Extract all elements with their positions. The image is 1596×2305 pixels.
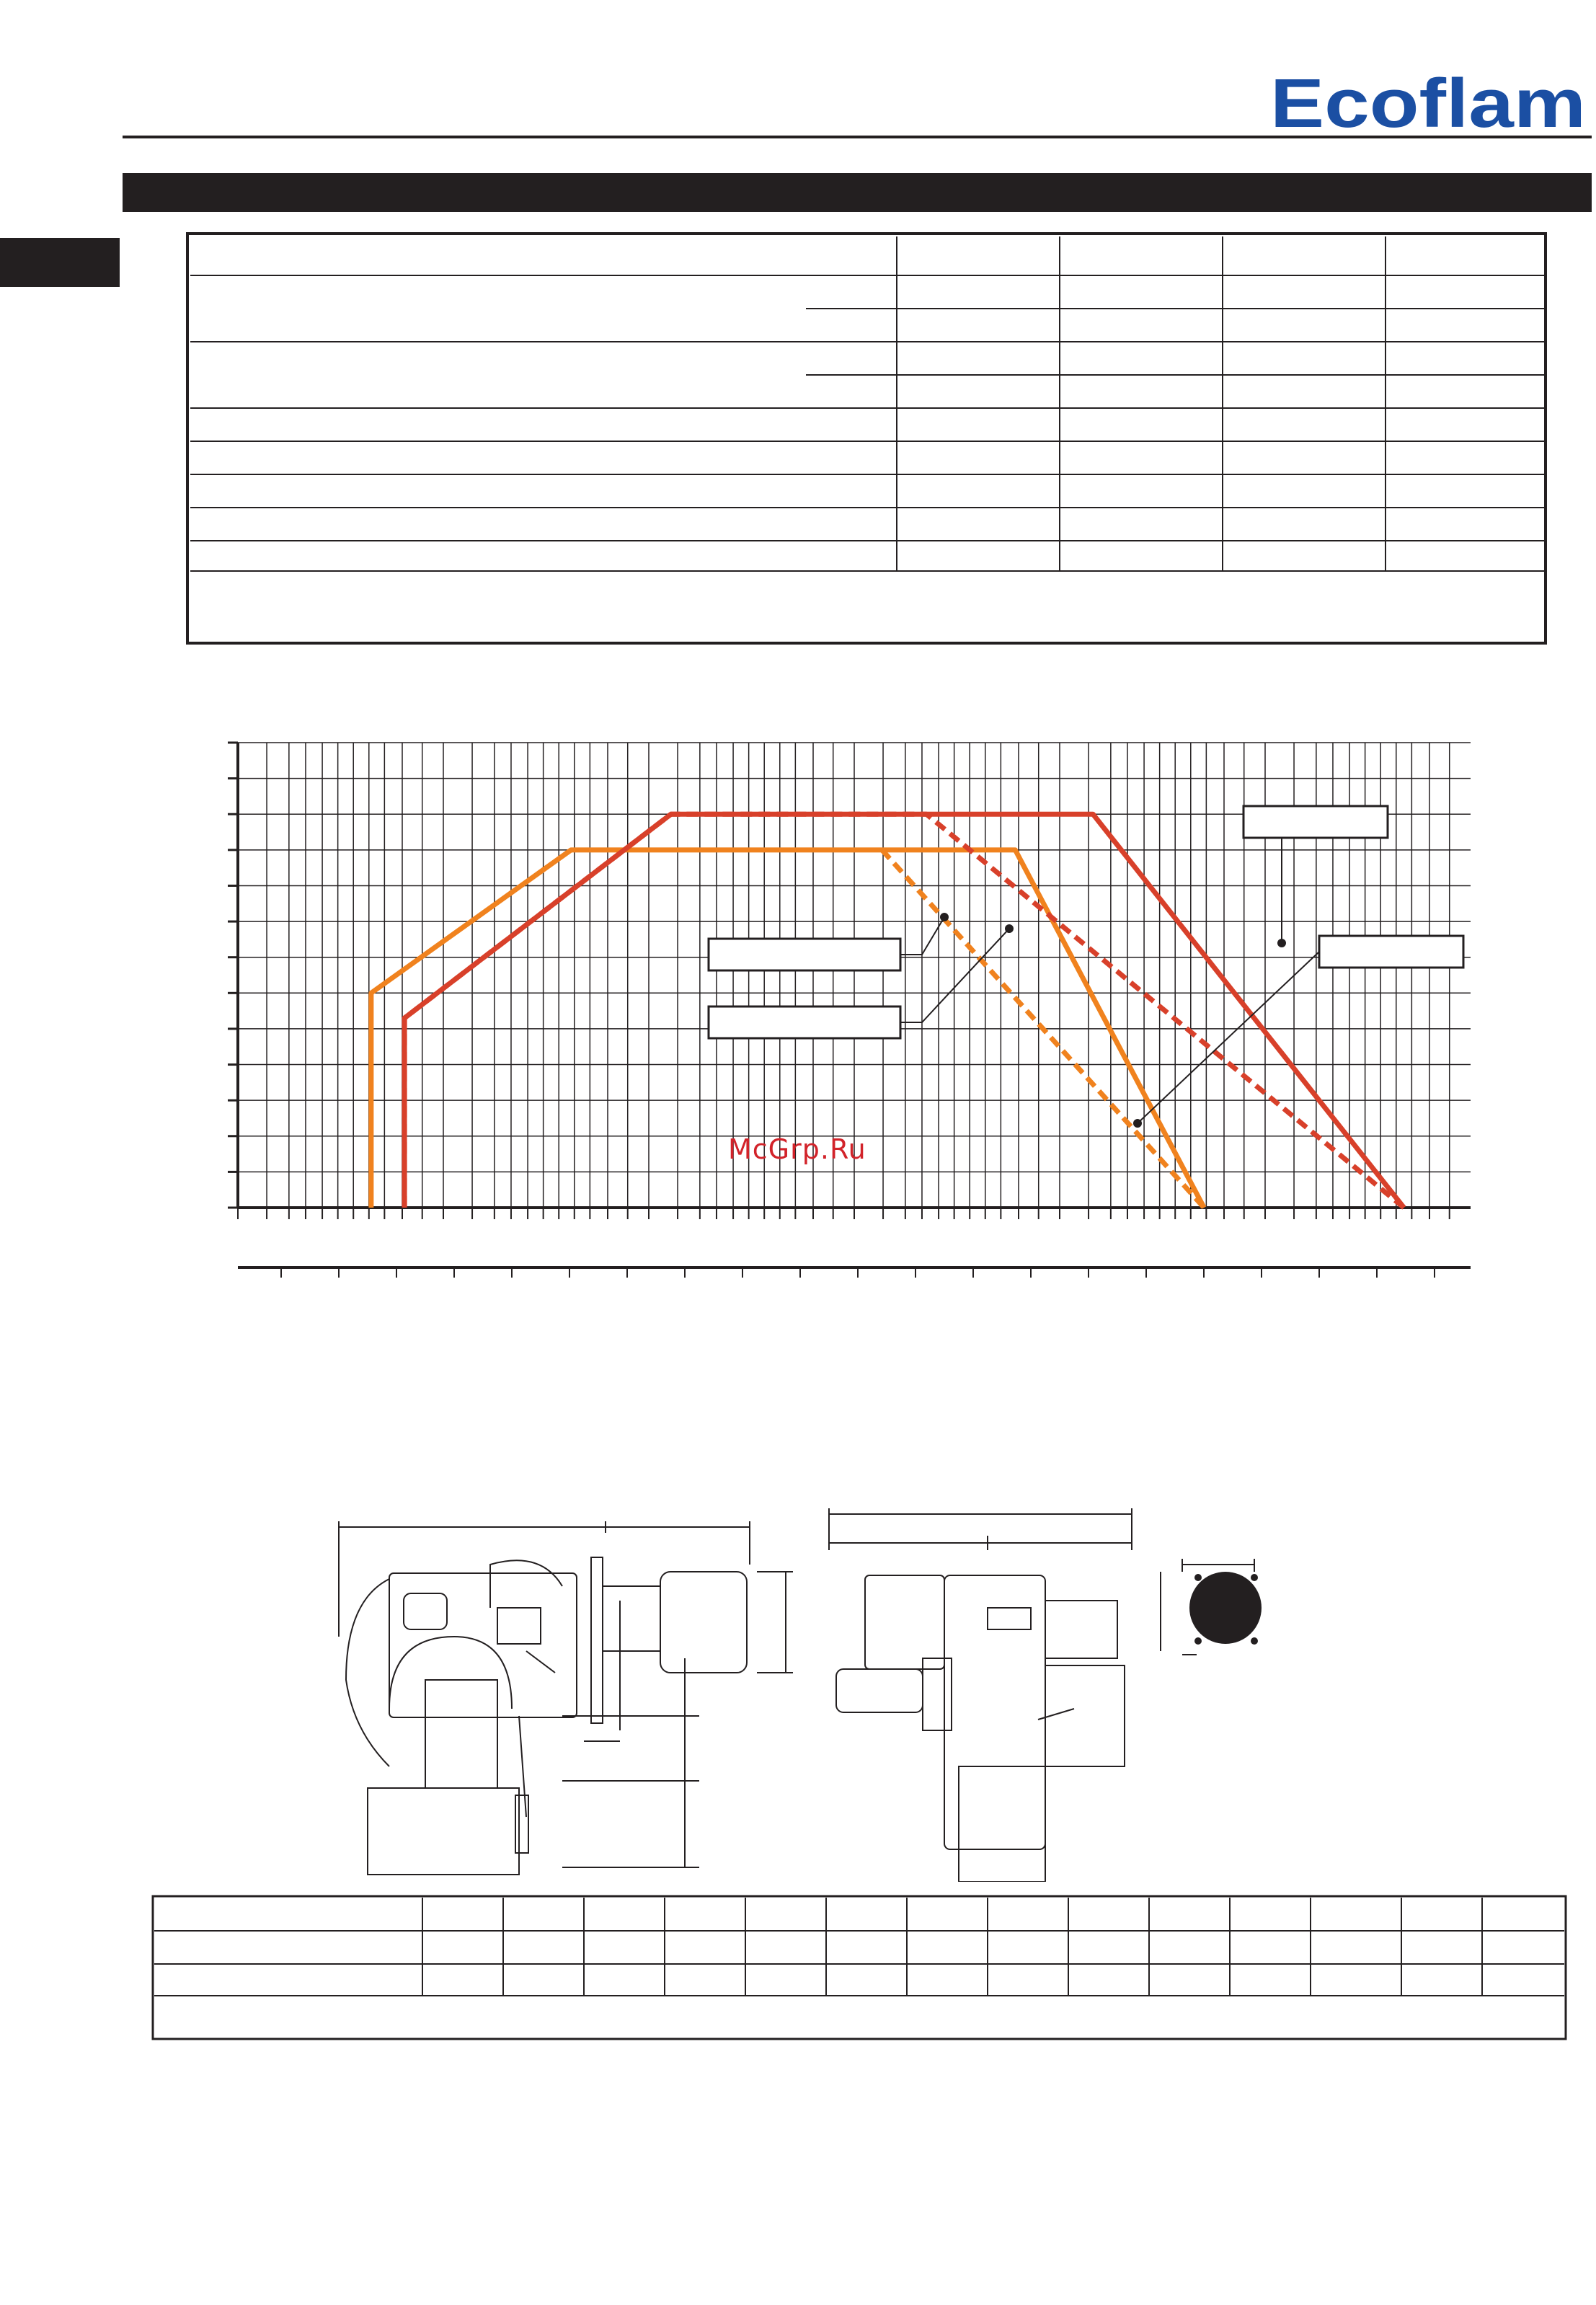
technical-data-table — [186, 232, 1547, 645]
ecoflam-logo — [1270, 69, 1587, 136]
capacity-chart — [216, 735, 1514, 1334]
burner-dimension-drawings — [324, 1492, 1334, 1882]
annotation-box-4 — [709, 1006, 900, 1038]
front-view-drawing — [829, 1508, 1132, 1882]
series-line-3 — [404, 814, 1404, 1208]
annotation-arrowhead-4 — [1005, 924, 1014, 933]
annotation-box-3 — [709, 939, 900, 970]
watermark: McGrp.Ru — [728, 1133, 866, 1165]
annotation-arrowhead-3 — [940, 913, 949, 921]
flange-hole-pattern — [1161, 1559, 1262, 1655]
dimension-table — [151, 1895, 1567, 2040]
series-line-4 — [404, 814, 1404, 1208]
annotation-leader-2 — [1138, 952, 1319, 1123]
annotation-box-2 — [1319, 936, 1463, 968]
logo-text: Ecoflam — [1270, 69, 1586, 136]
annotation-arrowhead-1 — [1277, 939, 1286, 947]
header-rule — [123, 136, 1592, 138]
side-view-drawing — [339, 1521, 793, 1875]
section-title-bar — [123, 173, 1592, 212]
annotation-arrowhead-2 — [1133, 1119, 1142, 1128]
annotation-box-1 — [1243, 806, 1388, 838]
side-tab-marker — [0, 238, 120, 287]
